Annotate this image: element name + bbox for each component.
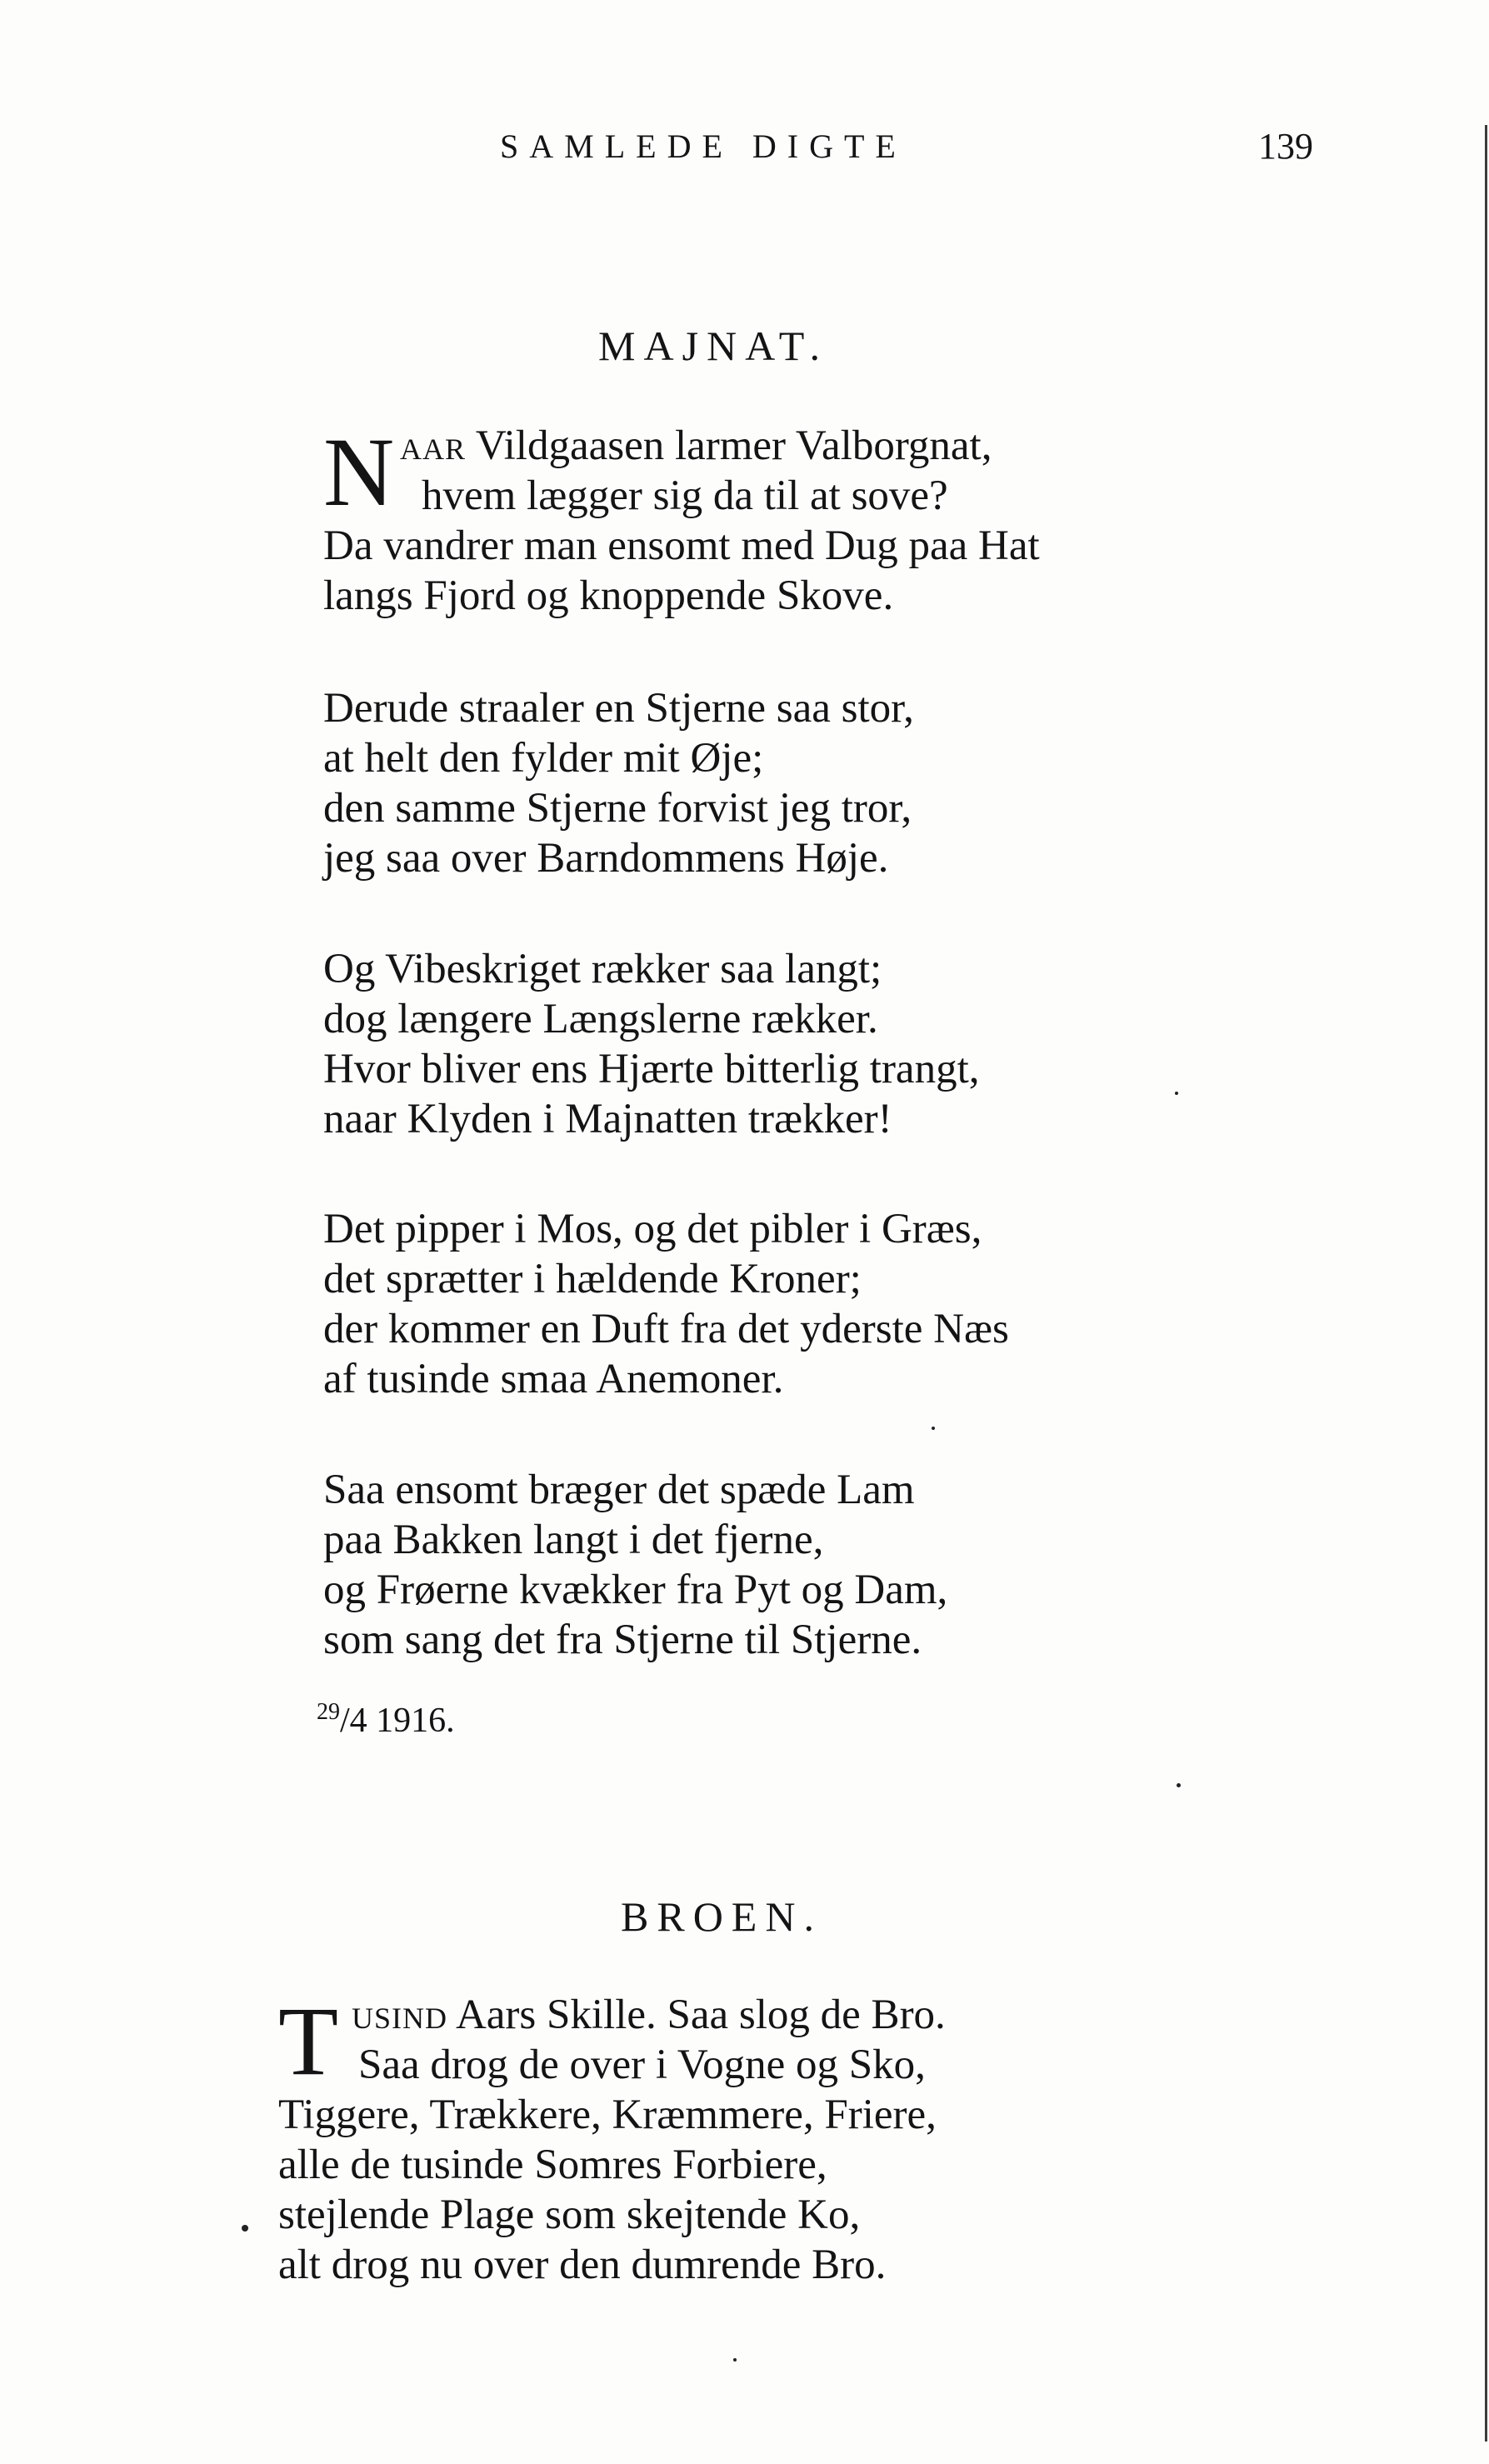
scan-speck <box>242 2225 248 2232</box>
verse-line: jeg saa over Barndommens Høje. <box>323 835 889 882</box>
verse-line: som sang det fra Stjerne til Stjerne. <box>323 1617 922 1663</box>
stanza <box>323 683 1282 883</box>
stanza <box>278 1987 1237 2290</box>
running-head <box>0 125 1489 175</box>
first-line-rest: Aars Skille. Saa slog de Bro. <box>447 1992 946 2038</box>
verse-line: stejlende Plage som skejtende Ko, <box>278 2192 861 2238</box>
stanza <box>323 1465 1282 1665</box>
verse-line: Det pipper i Mos, og det pibler i Græs, <box>323 1206 982 1252</box>
scan-speck <box>733 2358 737 2362</box>
smallcaps-word: AAR <box>400 432 467 466</box>
date-day: 29 <box>317 1699 340 1725</box>
page-number: 139 <box>1258 126 1313 167</box>
scan-speck <box>1177 1783 1181 1787</box>
poem-date <box>317 1692 455 1742</box>
running-title: SAMLEDE DIGTE <box>500 127 907 165</box>
verse-line: hvem lægger sig da til at sove? <box>422 472 948 519</box>
scan-speck <box>1175 1092 1178 1095</box>
verse-line: Saa ensomt bræger det spæde Lam <box>323 1467 915 1513</box>
verse-line: Da vandrer man ensomt med Dug paa Hat <box>323 522 1040 569</box>
verse-line: dog længere Længslerne rækker. <box>323 996 878 1042</box>
verse-line: Tiggere, Trækkere, Kræmmere, Friere, <box>278 2092 937 2138</box>
verse-line: at helt den fylder mit Øje; <box>323 735 764 782</box>
verse-line: det sprætter i hældende Kroner; <box>323 1256 862 1302</box>
scan-speck <box>932 1427 935 1430</box>
verse-line: af tusinde smaa Anemoner. <box>323 1356 784 1402</box>
first-line-text <box>400 421 992 474</box>
drop-cap: T <box>278 1987 339 2096</box>
verse-line: paa Bakken langt i det fjerne, <box>323 1517 824 1563</box>
verse-line: alle de tusinde Somres Forbiere, <box>278 2142 827 2188</box>
verse-line: og Frøerne kvækker fra Pyt og Dam, <box>323 1567 948 1613</box>
verse-line: Og Vibeskriget rækker saa langt; <box>323 946 882 992</box>
verse-line: Saa drog de over i Vogne og Sko, <box>358 2042 926 2088</box>
poem-title-broen: BROEN. <box>621 1893 822 1940</box>
stanza <box>323 1204 1282 1404</box>
verse-line: alt drog nu over den dumrende Bro. <box>278 2242 887 2288</box>
verse-line: Hvor bliver ens Hjærte bitterlig trangt, <box>323 1046 980 1092</box>
stanza <box>323 944 1282 1144</box>
date-rest: /4 1916. <box>340 1702 455 1740</box>
smallcaps-word: USIND <box>352 2002 448 2035</box>
first-line-text <box>352 1990 946 2043</box>
stanza <box>323 417 1282 621</box>
verse-line: naar Klyden i Majnatten trækker! <box>323 1096 892 1142</box>
verse-line: der kommer en Duft fra det yderste Næs <box>323 1306 1009 1352</box>
poem-title-majnat: MAJNAT. <box>598 322 829 369</box>
verse-line: langs Fjord og knoppende Skove. <box>323 572 894 619</box>
drop-cap: N <box>323 417 395 527</box>
first-line-rest: Vildgaasen larmer Valborgnat, <box>466 422 992 469</box>
verse-line: Derude straaler en Stjerne saa stor, <box>323 685 914 732</box>
page-edge-shadow <box>1485 125 1487 2442</box>
verse-line: den samme Stjerne forvist jeg tror, <box>323 785 912 832</box>
